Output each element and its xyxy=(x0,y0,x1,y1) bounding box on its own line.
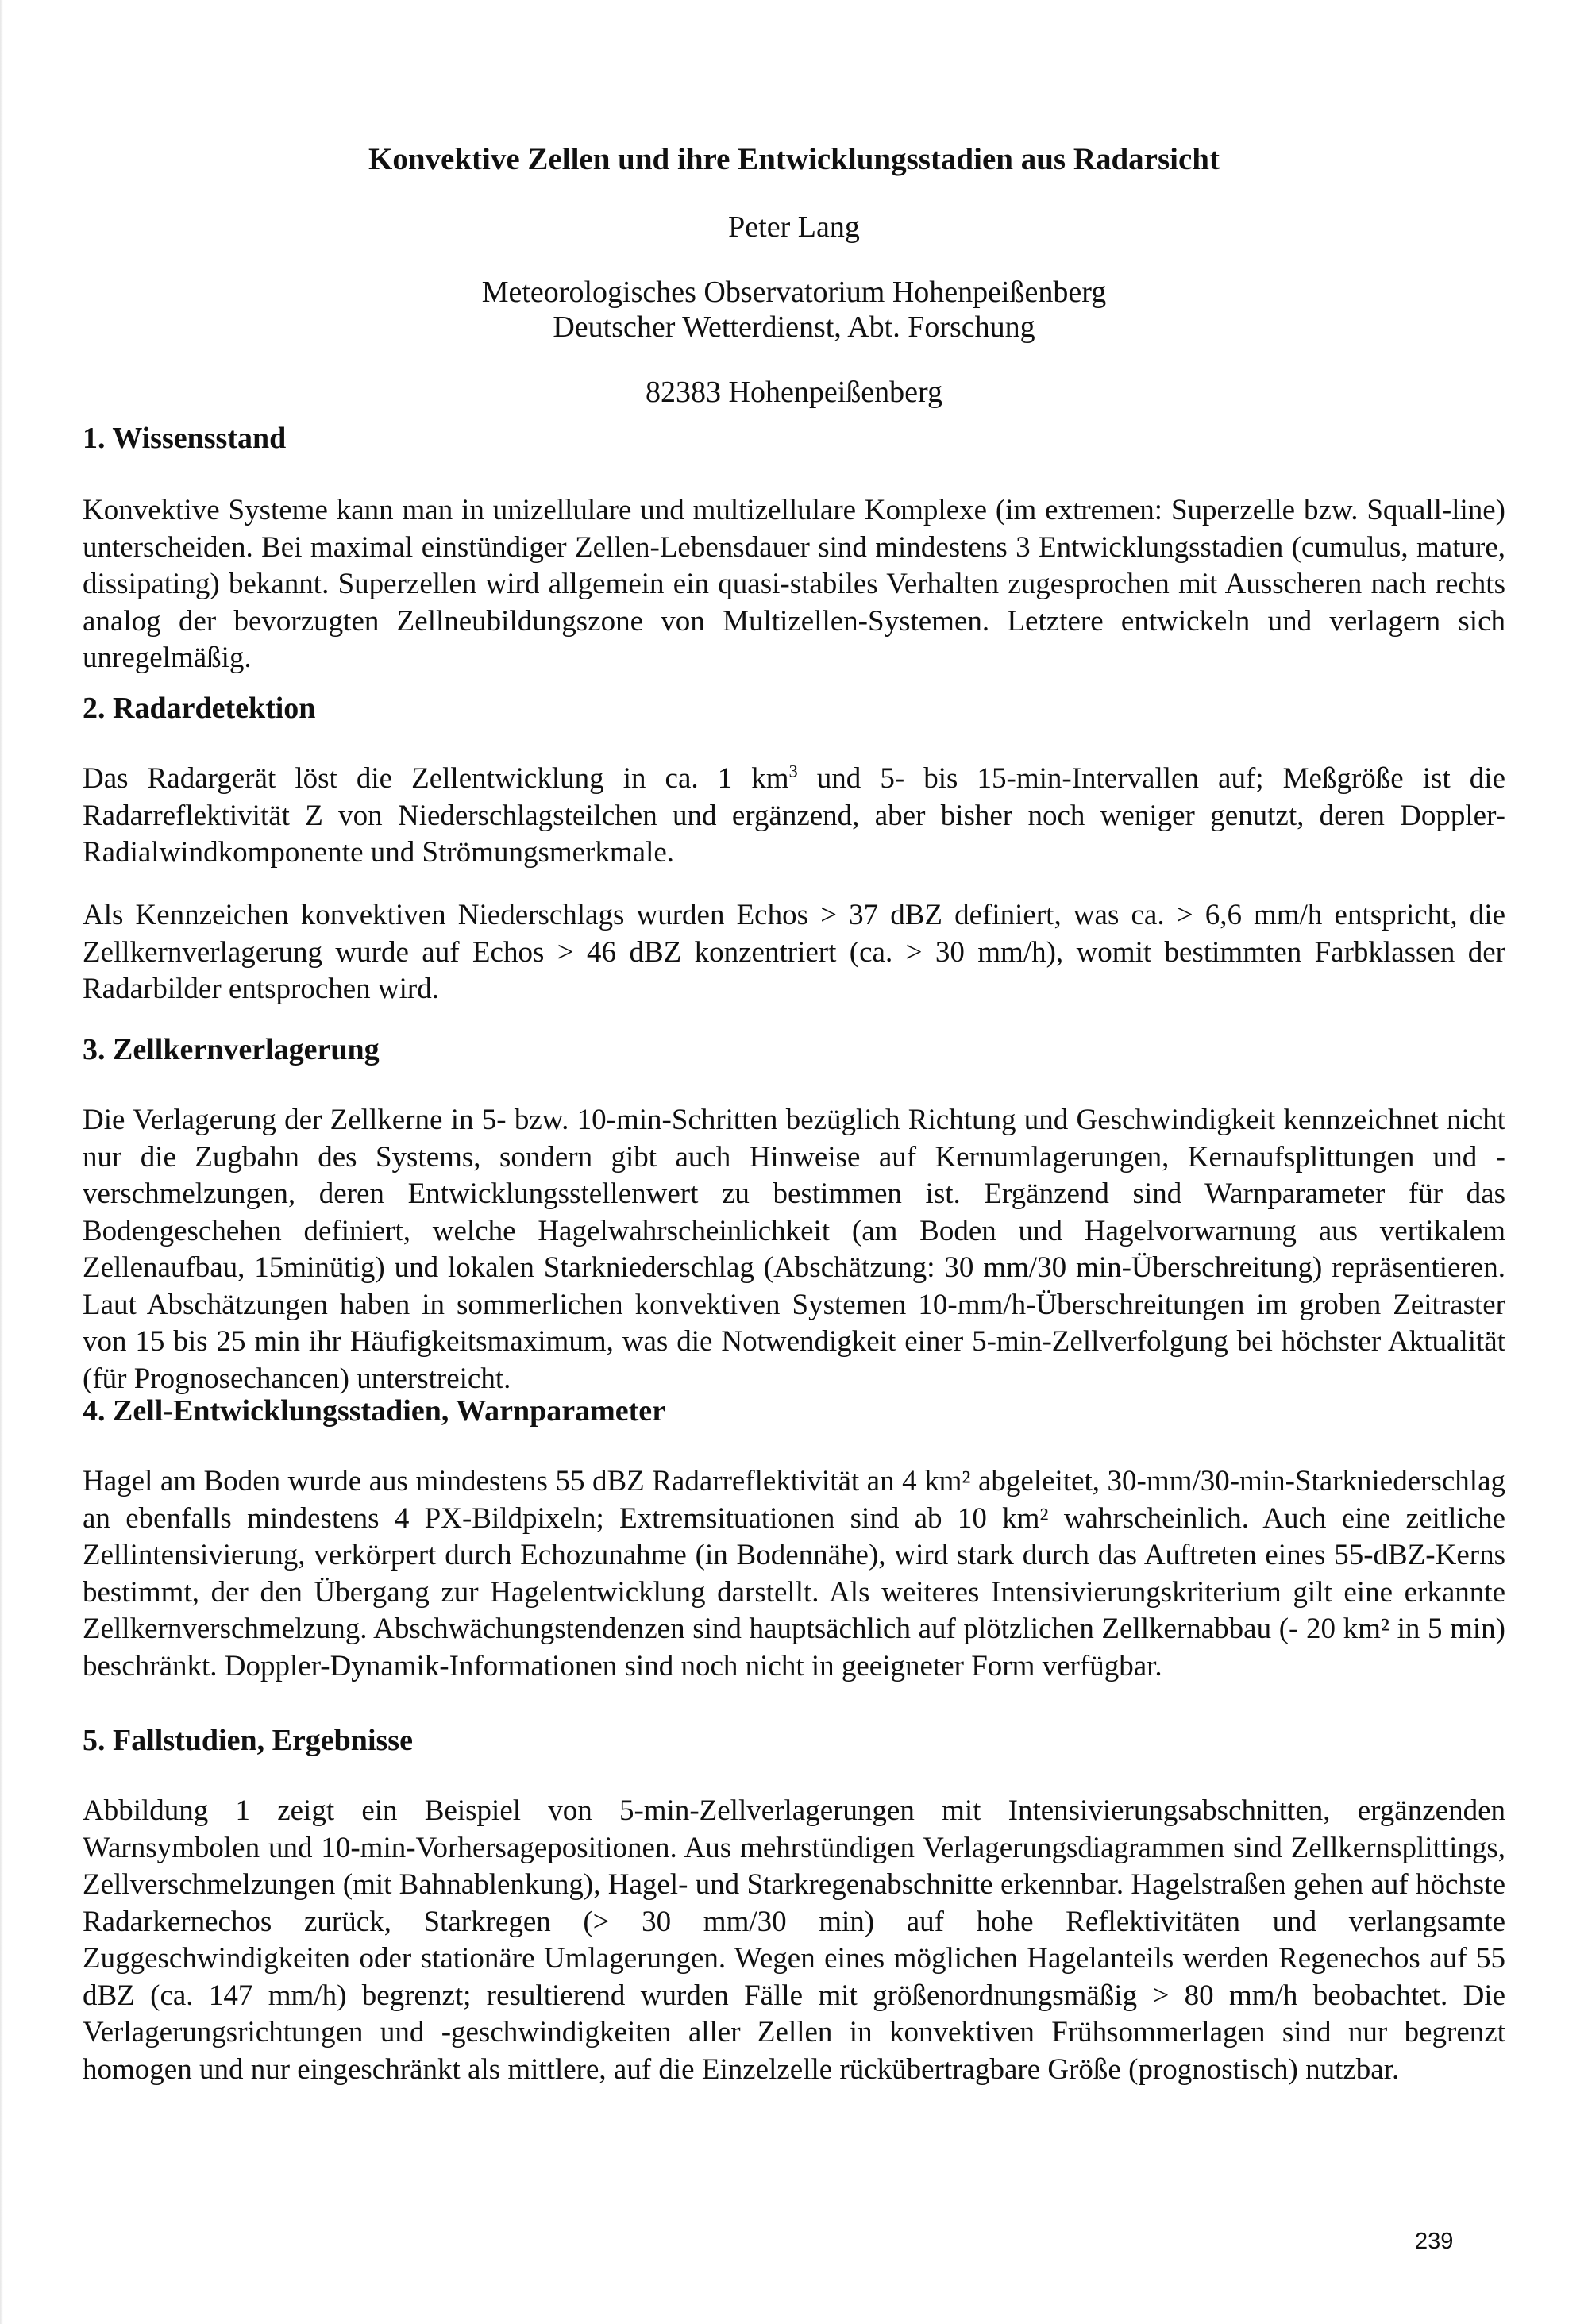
section-heading-zellkernverlagerung: 3. Zellkernverlagerung xyxy=(83,1033,380,1066)
author-name: Peter Lang xyxy=(728,210,860,244)
paragraph-text: Das Radargerät löst die Zellentwicklung in ca. 1 km xyxy=(83,762,789,795)
section-heading-wissensstand: 1. Wissensstand xyxy=(83,422,287,455)
section-paragraph: Die Verlagerung der Zellkerne in 5- bzw. 10-min-Schritten bezüglich Richtung und Geschwindigkeit kennzeichnet nicht nur die Zugbahn des Systems, sondern gibt auch Hinweise auf Kernumlagerungen, Kernaufsplittungen und -verschmelzungen, deren Entwicklungsstellenwert zu bestimmen ist. Ergänzend sind Warnparameter für das Bodengeschehen definiert, welche Hagelwahrscheinlichkeit (am Boden und Hagelvorwarnung aus vertikalem Zellenaufbau, 15minütig) und lokalen Starkniederschlag (Abschätzung: 30 mm/30 min-Überschreitung) repräsentieren. Laut Abschätzungen haben in sommerlichen konvektiven Systemen 10-mm/h-Überschreitungen im groben Zeitraster von 15 bis 25 min ihr Häufigkeitsmaximum, was die Notwendigkeit einer 5-min-Zellverfolgung bei höchster Aktualität (für Prognosechancen) unterstreicht. xyxy=(83,1104,1505,1395)
section-paragraph: Als Kennzeichen konvektiven Niederschlags wurden Echos > 37 dBZ definiert, was ca. > 6,6 mm/h entspricht, die Zellkernverlagerung wurde auf Echos > 46 dBZ konzentriert (ca. > 30 mm/h), womit bestimmten Farbklassen der Radarbilder entsprochen wird. xyxy=(83,899,1505,1005)
affiliation-institute: Meteorologisches Observatorium Hohenpeißenberg xyxy=(481,276,1107,309)
section-paragraph xyxy=(83,761,1505,872)
paragraph-text: und 5- bis 15-min-Intervallen auf; Meßgröße ist die Radarreflektivität Z von Niederschlagsteilchen und ergänzend, aber bisher noch weniger genutzt, deren Doppler-Radialwindkomponente und Strömungsmerkmale. xyxy=(83,762,1506,869)
section-heading-fallstudien: 5. Fallstudien, Ergebnisse xyxy=(83,1724,413,1757)
section-paragraph: Abbildung 1 zeigt ein Beispiel von 5-min-Zellverlagerungen mit Intensivierungsabschnitten, ergänzenden Warnsymbolen und 10-min-Vorhersagepositionen. Aus mehrstündigen Verlagerungsdiagrammen sind Zellkernsplittings, Zellverschmelzungen (mit Bahnablenkung), Hagel- und Starkregenabschnitte erkennbar. Hagelstraßen gehen auf höchste Radarkernechos zurück, Starkregen (> 30 mm/30 min) auf hohe Reflektivitäten und verlangsamte Zuggeschwindigkeiten oder stationäre Umlagerungen. Wegen eines möglichen Hagelanteils werden Regenechos auf 55 dBZ (ca. 147 mm/h) begrenzt; resultierend wurden Fälle mit größenordnungsmäßig > 80 mm/h beobachtet. Die Verlagerungsrichtungen und -geschwindigkeiten aller Zellen in konvektiven Frühsommerlagen sind nur begrenzt homogen und nur eingeschränkt als mittlere, auf die Einzelzelle rückübertragbare Größe (prognostisch) nutzbar. xyxy=(83,1794,1505,2086)
page-scan-edge xyxy=(0,0,3,2324)
superscript: 3 xyxy=(788,761,798,781)
section-heading-radardetektion: 2. Radardetektion xyxy=(83,692,316,725)
section-paragraph: Konvektive Systeme kann man in unizellulare und multizellulare Komplexe (im extremen: Superzelle bzw. Squall-line) unterscheiden. Bei maximal einstündiger Zellen-Lebensdauer sind mindestens 3 Entwicklungsstadien (cumulus, mature, dissipating) bekannt. Superzellen wird allgemein ein quasi-stabiles Verhalten zugesprochen mit Ausscheren nach rechts analog der bevorzugten Zellneubildungszone von Multizellen-Systemen. Letztere entwickeln und verlagern sich unregelmäßig. xyxy=(83,494,1505,674)
paper-header xyxy=(318,141,1270,410)
section-heading-entwicklungsstadien: 4. Zell-Entwicklungsstadien, Warnparameter xyxy=(83,1394,665,1428)
affiliation-department: Deutscher Wetterdienst, Abt. Forschung xyxy=(553,310,1035,344)
page-number: 239 xyxy=(1415,2229,1454,2254)
section-paragraph: Hagel am Boden wurde aus mindestens 55 dBZ Radarreflektivität an 4 km² abgeleitet, 30-mm/30-min-Starkniederschlag an ebenfalls mindestens 4 PX-Bildpixeln; Extremsituationen sind ab 10 km² wahrscheinlich. Auch eine zeitliche Zellintensivierung, verkörpert durch Echozunahme (in Bodennähe), wird stark durch das Auftreten eines 55-dBZ-Kerns bestimmt, der den Übergang zur Hagelentwicklung darstellt. Als weiteres Intensivierungskriterium gilt eine erkannte Zellkernverschmelzung. Abschwächungstendenzen sind hauptsächlich auf plötzlichen Zellkernabbau (- 20 km² in 5 min) beschränkt. Doppler-Dynamik-Informationen sind noch nicht in geeigneter Form verfügbar. xyxy=(83,1465,1505,1682)
affiliation xyxy=(318,275,1270,345)
paper-title: Konvektive Zellen und ihre Entwicklungsstadien aus Radarsicht xyxy=(368,142,1220,176)
postal-address: 82383 Hohenpeißenberg xyxy=(646,376,942,409)
